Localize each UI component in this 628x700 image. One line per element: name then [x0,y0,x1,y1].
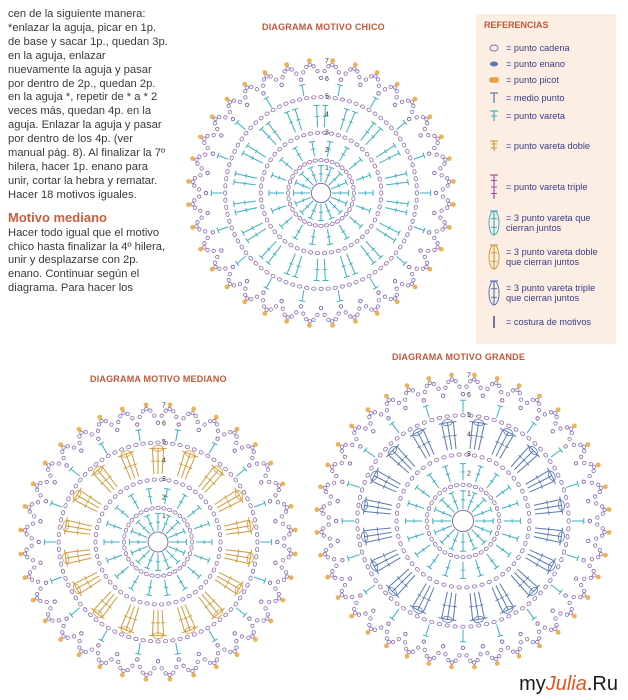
reference-label: = 3 punto vareta doble que cierran juntos [506,246,598,267]
reference-item [484,244,612,270]
diagram-large-chart [304,362,622,680]
reference-label: = 3 punto vareta triple que cierran juntos [506,282,596,303]
row-number-label: 3 [325,129,329,137]
motif-seam-icon [484,316,504,328]
row-number-label: 3 [467,451,471,459]
cluster-3dc-icon [484,210,504,236]
treble-icon [484,140,504,152]
reference-item [484,210,612,236]
chain-stitch-icon [484,42,504,54]
row-number-label: 7 [325,58,329,66]
row-number-label: 1 [162,513,166,521]
reference-label: = punto cadena [506,42,570,53]
watermark-suffix: .Ru [586,673,618,695]
reference-label: = punto vareta [506,110,565,121]
instructions-text [8,8,170,296]
reference-item [484,316,612,328]
references-title: REFERENCIAS [484,20,549,30]
watermark-brand: Julia [545,673,587,695]
cluster-3tr-icon [484,244,504,270]
row-number-label: 2 [325,147,329,155]
row-number-label: 7 [162,402,166,410]
row-number-label: 6 [325,75,329,83]
instructions-paragraph-1: cen de la siguiente manera: *enlazar la aguja, picar en 1p. de base y sacar 1p., quedan 3p. en la aguja, enlazar nuevamente la aguja y pasar por dentro de 2p., quedan 2p. en la aguja *, repetir de * a * 2 veces más, quedan 4p. en la aguja. Enlazar la aguja y pasar por dentro de los 4p. (ver manual pág. 8). Al finalizar la 7º hilera, hacer 1p. enano para unir, cortar la hebra y rematar. Hacer 18 motivos iguales. [8,8,168,201]
reference-item [484,42,612,54]
watermark-logo [519,673,618,696]
row-number-label: 5 [467,411,471,419]
row-number-label: 1 [325,164,329,172]
row-number-label: 5 [162,439,166,447]
reference-label: = punto picot [506,74,559,85]
double-crochet-icon [484,110,504,122]
reference-label: = medio punto [506,92,565,103]
watermark-prefix: my [519,673,546,695]
reference-item [484,174,612,200]
reference-item [484,280,612,306]
row-number-label: 2 [467,470,471,478]
diagram-small-chart [176,48,470,338]
row-number-label: 4 [162,457,166,465]
instructions-paragraph-2: Hacer todo igual que el motivo chico hasta finalizar la 4º hilera, unir y desplazarse con 2p. enano. Continuar según el diagrama. Para hacer los [8,226,166,295]
row-number-label: 5 [325,93,329,101]
row-number-label: 3 [162,476,166,484]
cluster-3ttr-icon [484,280,504,306]
row-number-label: 4 [325,111,329,119]
reference-label: = punto vareta doble [506,140,591,151]
reference-item [484,110,612,122]
reference-item [484,74,612,86]
row-number-label: 4 [467,431,471,439]
triple-treble-icon [484,174,504,200]
reference-item [484,58,612,70]
section-title: Motivo mediano [8,209,107,225]
half-double-icon [484,92,504,104]
diagram-large-title: DIAGRAMA MOTIVO GRANDE [392,352,526,362]
row-number-label: 6 [162,420,166,428]
picot-icon [484,74,504,86]
row-number-label: 1 [467,490,471,498]
slip-stitch-icon [484,58,504,70]
references-panel [476,14,616,344]
reference-label: = costura de motivos [506,316,592,327]
reference-label: = punto vareta triple [506,181,588,192]
diagram-small-title: DIAGRAMA MOTIVO CHICO [262,22,385,32]
reference-label: = punto enano [506,58,566,69]
row-number-label: 7 [467,372,471,380]
diagram-medium-chart [8,392,308,692]
reference-label: = 3 punto vareta que cierran juntos [506,212,591,233]
row-number-label: 6 [467,392,471,400]
diagram-medium-title: DIAGRAMA MOTIVO MEDIANO [90,374,227,384]
reference-item [484,140,612,152]
reference-item [484,92,612,104]
row-number-label: 2 [162,494,166,502]
